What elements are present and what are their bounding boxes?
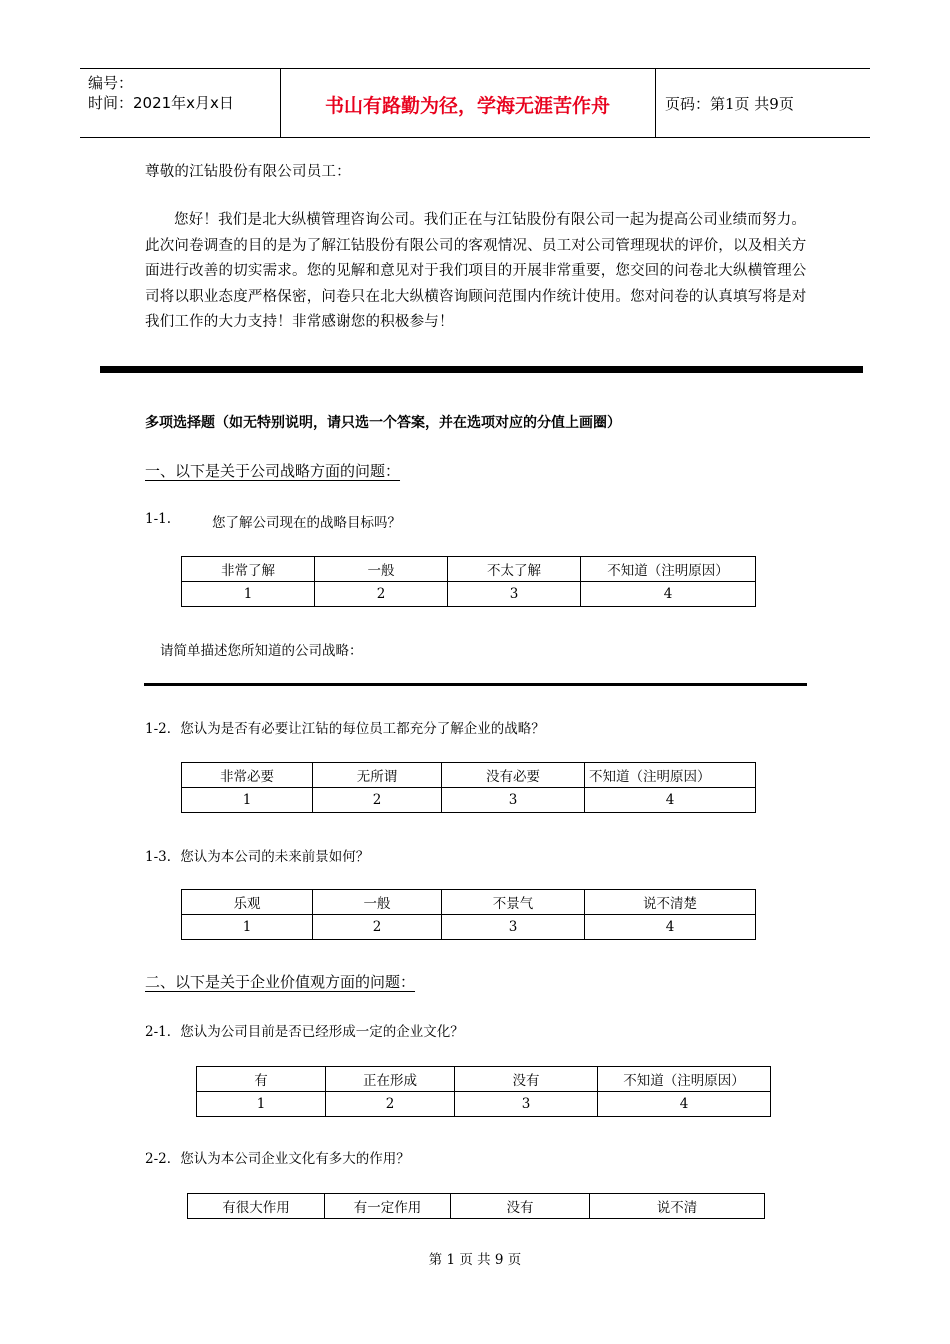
- question-number: 1-1.: [145, 511, 172, 527]
- intro-paragraph: 您好！我们是北大纵横管理咨询公司。我们正在与江钻股份有限公司一起为提高公司业绩而努力。此次问卷调查的目的是为了解江钻股份有限公司的客观情况、员工对公司管理现状的评价，以及相关方面进行改善的切实需求。您的见解和意见对于我们项目的开展非常重要，您交回的问卷北大纵横管理公司将以职业态度严格保密，问卷只在北大纵横咨询顾问范围内作统计使用。您对问卷的认真填写将是对我们工作的大力支持！非常感谢您的积极参与！: [145, 212, 807, 331]
- option-cell[interactable]: 一般: [313, 890, 442, 915]
- score-cell[interactable]: 4: [581, 582, 756, 607]
- header-motto: 书山有路勤为径，学海无涯苦作舟: [324, 95, 610, 117]
- option-cell[interactable]: 非常必要: [182, 763, 313, 788]
- number-label: 编号：: [88, 74, 134, 92]
- score-cell[interactable]: 1: [182, 915, 313, 940]
- score-cell[interactable]: 3: [442, 788, 585, 813]
- answer-table-2-2: [187, 1193, 765, 1219]
- score-cell[interactable]: 2: [313, 788, 442, 813]
- option-cell[interactable]: 正在形成: [326, 1067, 455, 1092]
- score-cell[interactable]: 3: [442, 915, 585, 940]
- option-cell[interactable]: 不景气: [442, 890, 585, 915]
- option-cell[interactable]: 无所谓: [313, 763, 442, 788]
- answer-table-1-3: [181, 889, 756, 940]
- score-cell[interactable]: 4: [598, 1092, 771, 1117]
- header-page-info: 页码：第1页 共9页: [665, 95, 794, 113]
- option-cell[interactable]: 有很大作用: [188, 1194, 325, 1219]
- option-cell[interactable]: 一般: [315, 557, 448, 582]
- question-2-1: 2-1．您认为公司目前是否已经形成一定的企业文化？: [145, 1024, 464, 1040]
- option-cell[interactable]: 不知道（注明原因）: [598, 1067, 771, 1092]
- page-header: [80, 68, 870, 138]
- option-cell[interactable]: 不知道（注明原因）: [585, 763, 756, 788]
- option-cell[interactable]: 没有必要: [442, 763, 585, 788]
- time-label: 时间：2021年x月x日: [88, 94, 234, 112]
- option-cell[interactable]: 没有: [451, 1194, 590, 1219]
- greeting: 尊敬的江钻股份有限公司员工：: [145, 164, 351, 180]
- option-cell[interactable]: 非常了解: [182, 557, 315, 582]
- answer-table-2-1: [196, 1066, 771, 1117]
- section-divider: [100, 366, 863, 373]
- score-cell[interactable]: 2: [313, 915, 442, 940]
- followup-prompt: 请简单描述您所知道的公司战略：: [160, 643, 363, 659]
- section-heading-values: 二、以下是关于企业价值观方面的问题：: [145, 973, 416, 991]
- option-cell[interactable]: 说不清楚: [585, 890, 756, 915]
- score-cell[interactable]: 4: [585, 915, 756, 940]
- question-2-2: 2-2．您认为本公司企业文化有多大的作用？: [145, 1151, 410, 1167]
- option-cell[interactable]: 没有: [455, 1067, 598, 1092]
- option-cell[interactable]: 说不清: [590, 1194, 765, 1219]
- option-cell[interactable]: 有一定作用: [325, 1194, 451, 1219]
- header-divider: [655, 69, 656, 137]
- page-footer: 第 1 页 共 9 页: [428, 1252, 522, 1268]
- score-cell[interactable]: 4: [585, 788, 756, 813]
- question-1-1: 您了解公司现在的战略目标吗？: [212, 515, 401, 531]
- question-1-3: 1-3．您认为本公司的未来前景如何？: [145, 849, 370, 865]
- answer-line[interactable]: [144, 683, 807, 686]
- option-cell[interactable]: 不太了解: [448, 557, 581, 582]
- question-1-2: 1-2．您认为是否有必要让江钻的每位员工都充分了解企业的战略？: [145, 721, 545, 737]
- score-cell[interactable]: 1: [197, 1092, 326, 1117]
- header-meta: [88, 73, 234, 113]
- score-cell[interactable]: 1: [182, 582, 315, 607]
- score-cell[interactable]: 1: [182, 788, 313, 813]
- option-cell[interactable]: 不知道（注明原因）: [581, 557, 756, 582]
- answer-table-1-1: [181, 556, 756, 607]
- answer-table-1-2: [181, 762, 756, 813]
- option-cell[interactable]: 乐观: [182, 890, 313, 915]
- score-cell[interactable]: 3: [455, 1092, 598, 1117]
- option-cell[interactable]: 有: [197, 1067, 326, 1092]
- section-heading-strategy: 一、以下是关于公司战略方面的问题：: [145, 462, 401, 480]
- score-cell[interactable]: 3: [448, 582, 581, 607]
- score-cell[interactable]: 2: [326, 1092, 455, 1117]
- score-cell[interactable]: 2: [315, 582, 448, 607]
- instruction-heading: 多项选择题（如无特别说明，请只选一个答案，并在选项对应的分值上画圈）: [145, 415, 621, 431]
